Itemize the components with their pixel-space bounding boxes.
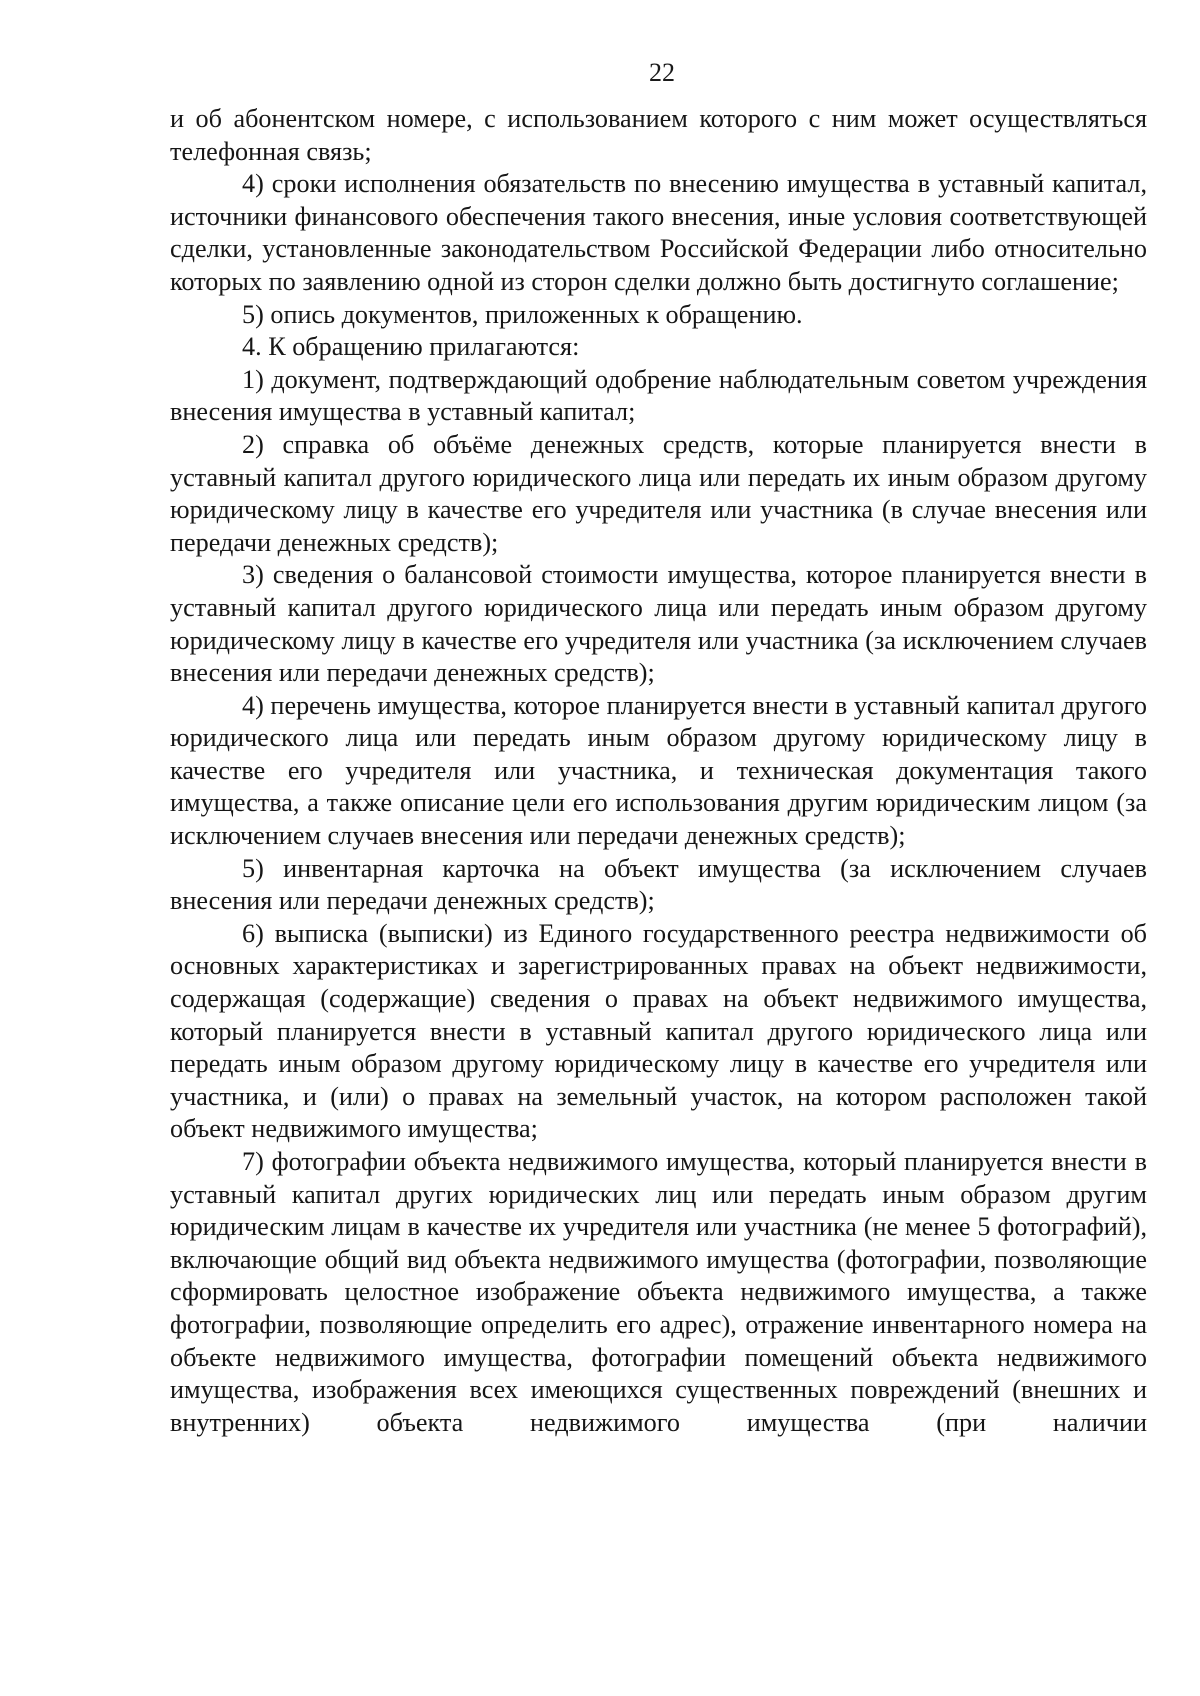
attachment-item-2: 2) справка об объёме денежных средств, которые планируется внести в уставный капитал другого юридического лица или передать их иным образом другому юридическому лицу в качестве его учредителя или участника (в случае внесения или передачи денежных средств); bbox=[170, 429, 1147, 557]
page-number: 22 bbox=[649, 58, 675, 87]
document-body bbox=[170, 103, 1147, 1439]
paragraph-continuation: и об абонентском номере, с использованием которого с ним может осуществляться телефонная связь; bbox=[170, 104, 1147, 166]
section-4-heading: 4. К обращению прилагаются: bbox=[242, 332, 580, 362]
attachment-item-5: 5) инвентарная карточка на объект имущества (за исключением случаев внесения или передачи денежных средств); bbox=[170, 853, 1147, 916]
list-item-4-deadlines: 4) сроки исполнения обязательств по внесению имущества в уставный капитал, источники финансового обеспечения такого внесения, иные условия соответствующей сделки, установленные законодательством Российской Федерации либо относительно которых по заявлению одной из сторон сделки должно быть достигнуто соглашение; bbox=[170, 169, 1147, 296]
attachment-item-4: 4) перечень имущества, которое планируется внести в уставный капитал другого юридического лица или передать иным образом другому юридическому лицу в качестве его учредителя или участника, и техническая документация такого имущества, а также описание цели его использования другим юридическим лицом (за исключением случаев внесения или передачи денежных средств); bbox=[170, 690, 1147, 851]
attachment-item-6: 6) выписка (выписки) из Единого государственного реестра недвижимости об основных характеристиках и зарегистрированных правах на объект недвижимости, содержащая (содержащие) сведения о правах на объект недвижимого имущества, который планируется внести в уставный капитал другого юридического лица или передать иным образом другому юридическому лицу в качестве его учредителя или участника, и (или) о правах на земельный участок, на котором расположен такой объект недвижимого имущества; bbox=[170, 918, 1147, 1144]
attachment-item-1: 1) документ, подтверждающий одобрение наблюдательным советом учреждения внесения имущества в уставный капитал; bbox=[170, 364, 1147, 427]
list-item-5-inventory: 5) опись документов, приложенных к обращению. bbox=[242, 299, 803, 329]
attachment-item-7: 7) фотографии объекта недвижимого имущества, который планируется внести в уставный капитал других юридических лиц или передать иным образом другим юридическим лицам в качестве их учредителя или участника (не менее 5 фотографий), включающие общий вид объекта недвижимого имущества (фотографии, позволяющие сформировать целостное изображение объекта недвижимого имущества, а также фотографии, позволяющие определить его адрес), отражение инвентарного номера на объекте недвижимого имущества, фотографии помещений объекта недвижимого имущества, изображения всех имеющихся существенных повреждений (внешних и внутренних) объекта недвижимого имущества (при наличии bbox=[170, 1147, 1147, 1437]
attachment-item-3: 3) сведения о балансовой стоимости имущества, которое планируется внести в уставный капитал другого юридического лица или передать иным образом другому юридическому лицу в качестве его учредителя или участника (за исключением случаев внесения или передачи денежных средств); bbox=[170, 560, 1147, 688]
